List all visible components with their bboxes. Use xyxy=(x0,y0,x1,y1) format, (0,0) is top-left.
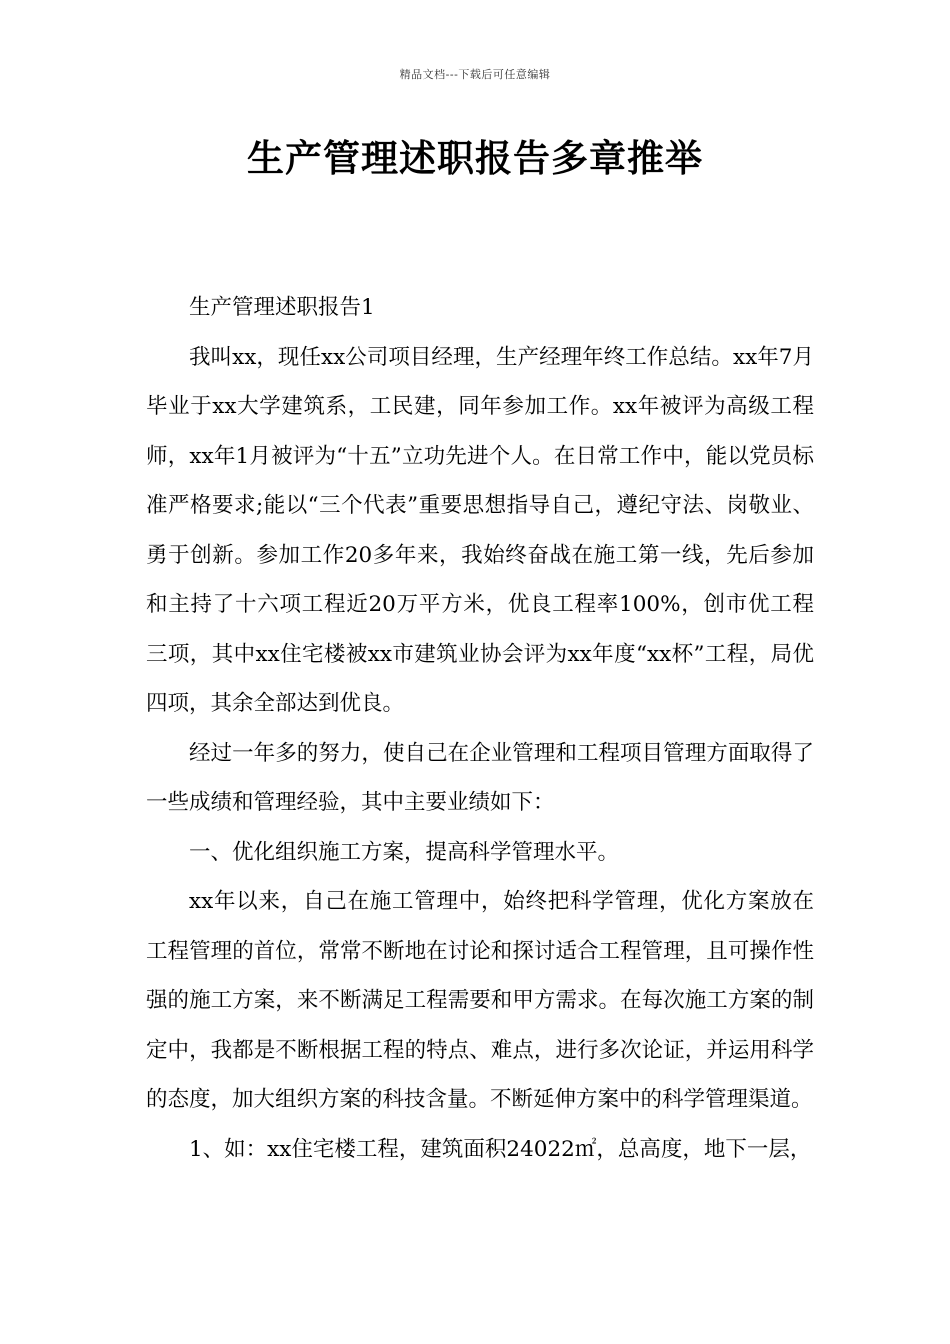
section-heading: 一、优化组织施工方案，提高科学管理水平。 xyxy=(189,839,620,865)
header-note: 精品文档---下载后可任意编辑 xyxy=(399,68,551,81)
paragraph: 经过一年多的努力，使自己在企业管理和工程项目管理方面取得了一些成绩和管理经验，其中主要业绩如下： xyxy=(146,740,814,815)
paragraph: 1、如：xx住宅楼工程，建筑面积24022㎡，总高度，地下一层， xyxy=(189,1136,812,1162)
paragraph: 我叫xx，现任xx公司项目经理，生产经理年终工作总结。xx年7月毕业于xx大学建筑系，工民建，同年参加工作。xx年被评为高级工程师，xx年1月被评为“十五”立功先进个人。在日常工作中，能以党员标准严格要求;能以“三个代表”重要思想指导自己，遵纪守法、岗敬业、勇于创新。参加工作20多年来，我始终奋战在施工第一线，先后参加和主持了十六项工程近20万平方米，优良工程率100%，创市优工程三项，其中xx住宅楼被xx市建筑业协会评为xx年度“xx杯”工程，局优四项，其余全部达到优良。 xyxy=(146,344,814,716)
document-body xyxy=(146,283,814,1174)
paragraph: xx年以来，自己在施工管理中，始终把科学管理，优化方案放在工程管理的首位，常常不断地在讨论和探讨适合工程管理，且可操作性强的施工方案，来不断满足工程需要和甲方需求。在每次施工方案的制定中，我都是不断根据工程的特点、难点，进行多次论证，并运用科学的态度，加大组织方案的科技含量。不断延伸方案中的科学管理渠道。 xyxy=(146,889,814,1112)
document-title: 生产管理述职报告多章推举 xyxy=(247,137,703,180)
section-heading: 生产管理述职报告1 xyxy=(189,295,375,320)
